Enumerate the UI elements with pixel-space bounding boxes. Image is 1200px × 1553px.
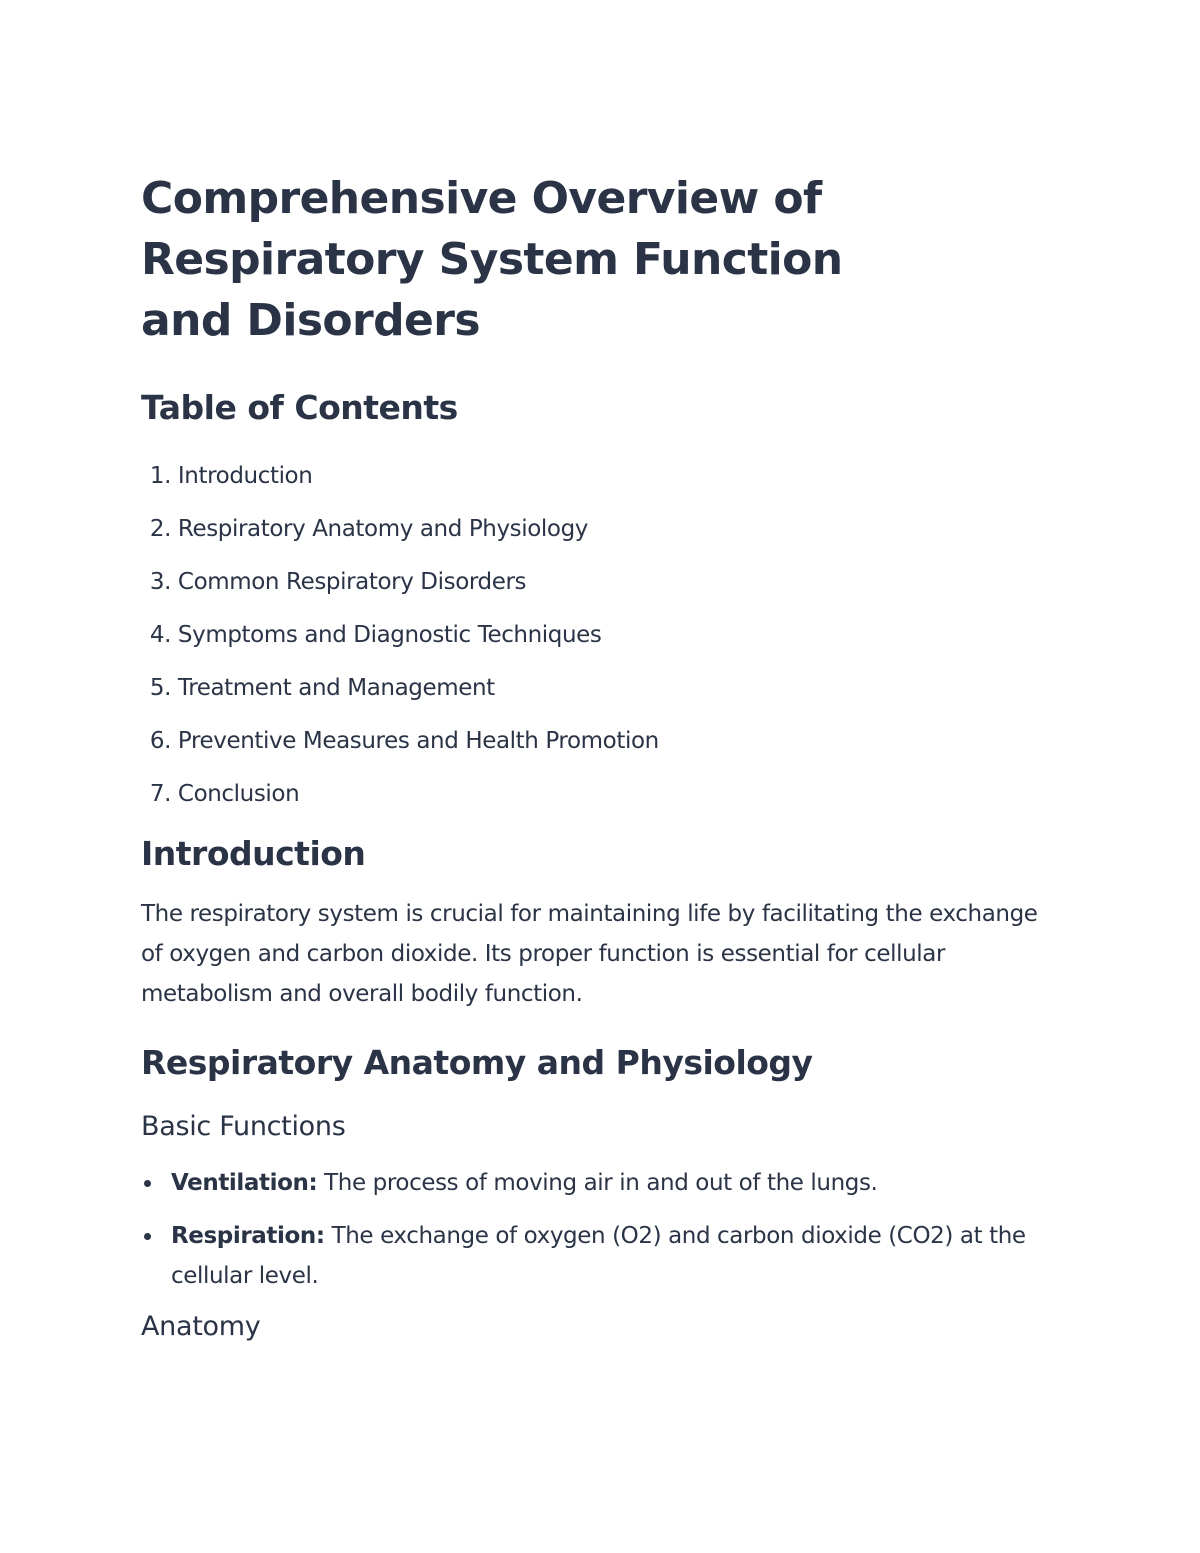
- list-item: [141, 1216, 1056, 1296]
- toc-item-label: Respiratory Anatomy and Physiology: [177, 516, 588, 542]
- toc-item-anatomy-physiology[interactable]: [141, 514, 1061, 544]
- definition-ventilation: The process of moving air in and out of the lungs.: [317, 1170, 878, 1196]
- introduction-paragraph: The respiratory system is crucial for maintaining life by facilitating the exchange of oxygen and carbon dioxide. Its proper function is essential for cellular metabolism and overall bodily function.: [141, 901, 1038, 1007]
- document-title: Comprehensive Overview of Respiratory System Function and Disorders: [141, 173, 843, 346]
- toc-item-label: Common Respiratory Disorders: [177, 569, 527, 595]
- table-of-contents: [141, 461, 1061, 809]
- toc-item-number: 1.: [149, 463, 171, 489]
- basic-functions-heading: Basic Functions: [141, 1111, 346, 1142]
- term-respiration: Respiration:: [171, 1223, 325, 1249]
- document-page: [141, 168, 1061, 1345]
- basic-functions-list: [141, 1163, 1056, 1296]
- toc-item-preventive-measures[interactable]: [141, 726, 1061, 756]
- toc-item-label: Symptoms and Diagnostic Techniques: [177, 622, 602, 648]
- term-ventilation: Ventilation:: [171, 1170, 318, 1196]
- toc-item-number: 7.: [149, 781, 171, 807]
- toc-item-introduction[interactable]: [141, 461, 1061, 491]
- anatomy-heading: Anatomy: [141, 1311, 261, 1342]
- toc-item-label: Treatment and Management: [177, 675, 495, 701]
- definition-respiration: The exchange of oxygen (O2) and carbon dioxide (CO2) at the cellular level.: [171, 1223, 1026, 1289]
- introduction-heading: Introduction: [141, 834, 366, 873]
- toc-heading: Table of Contents: [141, 388, 458, 427]
- toc-item-number: 3.: [149, 569, 171, 595]
- bullet-icon: [144, 1233, 151, 1240]
- toc-item-number: 5.: [149, 675, 171, 701]
- toc-item-number: 2.: [149, 516, 171, 542]
- toc-item-conclusion[interactable]: [141, 779, 1061, 809]
- anatomy-physiology-heading: Respiratory Anatomy and Physiology: [141, 1043, 813, 1082]
- toc-item-label: Introduction: [177, 463, 313, 489]
- toc-item-label: Preventive Measures and Health Promotion: [177, 728, 659, 754]
- toc-item-number: 4.: [149, 622, 171, 648]
- bullet-icon: [144, 1180, 151, 1187]
- toc-item-treatment-management[interactable]: [141, 673, 1061, 703]
- toc-item-number: 6.: [149, 728, 171, 754]
- list-item: [141, 1163, 1056, 1203]
- toc-item-label: Conclusion: [177, 781, 300, 807]
- toc-item-symptoms-diagnostics[interactable]: [141, 620, 1061, 650]
- toc-item-common-disorders[interactable]: [141, 567, 1061, 597]
